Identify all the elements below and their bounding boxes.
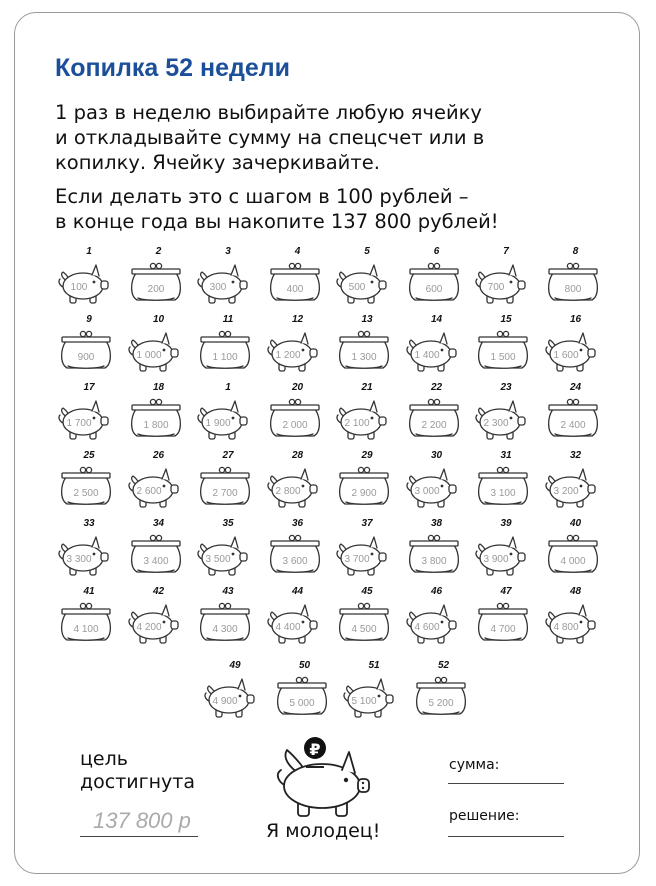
week-number: 43 [222,586,234,597]
cell-amount: 2 600 [135,486,162,497]
cell-amount: 4 000 [559,556,586,567]
week-number: 49 [229,660,241,671]
week-number: 50 [298,660,311,671]
week-number: 45 [361,586,373,597]
piggy-bank-icon [56,260,120,308]
week-number: 27 [222,450,234,461]
cell-amount: 2 200 [420,420,447,431]
week-number: 12 [291,314,304,325]
cell-amount: 1 200 [274,350,301,361]
piggy-bank-icon [334,260,398,308]
purse-icon [195,328,259,376]
goal-underline [80,836,198,837]
week-number: 24 [569,382,582,393]
piggy-bank-icon [195,532,259,580]
ruble-symbol: ₽ [309,740,321,759]
week-number: 13 [361,314,373,325]
week-number: 7 [503,246,509,257]
purse-icon [334,464,398,512]
piggy-bank-icon [56,532,120,580]
purse-icon [334,328,398,376]
week-number: 5 [364,246,370,257]
week-number: 46 [430,586,443,597]
cell-amount: 3 300 [66,554,92,565]
cell-amount: 1 500 [490,352,516,363]
purse-icon [126,396,190,444]
cell-amount: 2 100 [344,418,370,429]
cell-amount: 1 000 [135,350,162,361]
cell-amount: 2 300 [483,418,509,429]
cell-amount: 2 500 [73,488,99,499]
purse-icon [56,464,120,512]
cell-amount: 4 100 [73,624,99,635]
week-number: 34 [152,518,165,529]
purse-icon [404,260,468,308]
week-number: 11 [222,314,234,325]
cell-amount: 3 800 [420,556,447,567]
cell-amount: 1 400 [413,350,440,361]
cell-amount: 1 800 [142,420,169,431]
purse-icon [404,532,468,580]
cell-amount: 1 100 [212,352,238,363]
cell-amount: 2 700 [212,488,238,499]
purse-icon [543,260,607,308]
week-number: 16 [569,314,582,325]
cell-amount: 2 900 [351,488,377,499]
purse-icon [56,600,120,648]
cell-amount: 3 700 [344,554,370,565]
cell-amount: 4 300 [212,624,238,635]
purse-icon [195,464,259,512]
intro-text [55,100,484,175]
week-number: 52 [437,660,450,671]
piggy-bank-icon [543,328,607,376]
piggy-bank-icon [404,328,468,376]
week-number: 21 [361,382,373,393]
week-number: 40 [569,518,582,529]
week-number: 23 [500,382,512,393]
cell-amount: 4 800 [552,622,579,633]
rule-line-2: в конце года вы накопите 137 800 рублей! [55,210,499,233]
purse-icon [334,600,398,648]
piggy-bank-icon [473,396,537,444]
cell-amount: 800 [564,284,581,295]
week-number: 14 [430,314,443,325]
cell-amount: 4 400 [274,622,301,633]
piggy-bank-icon [543,600,607,648]
cell-amount: 700 [487,282,505,293]
piggy-bank-icon [126,328,190,376]
piggy-bank-coin-icon [272,728,382,824]
intro-line-2: и откладывайте сумму на спецсчет или в [55,126,485,149]
piggy-bank-icon [543,464,607,512]
purse-icon [473,464,537,512]
cell-amount: 3 500 [205,554,231,565]
week-number: 1 [86,246,92,257]
savings-grid [44,246,604,716]
piggy-bank-icon [404,464,468,512]
cell-amount: 600 [425,284,442,295]
purse-icon [272,674,336,722]
decision-field-line[interactable] [448,836,564,837]
week-number: 29 [361,450,373,461]
page-title: Копилка 52 недели [55,54,291,82]
piggy-bank-icon [265,600,329,648]
purse-icon [543,396,607,444]
savings-cell[interactable] [531,246,621,312]
cell-amount: 500 [348,282,366,293]
intro-line-1: 1 раз в неделю выбирайте любую ячейку [55,101,482,124]
purse-icon [265,396,329,444]
goal-amount: 137 800 р [93,808,191,833]
cell-amount: 400 [286,284,303,295]
rule-line-1: Если делать это с шагом в 100 рублей – [55,185,469,208]
piggy-bank-icon [334,396,398,444]
piggy-bank-icon [195,260,259,308]
piggy-bank-icon [265,328,329,376]
cell-amount: 300 [209,282,227,293]
sum-field-line[interactable] [448,783,564,784]
purse-icon [404,396,468,444]
cell-amount: 5 100 [351,696,377,707]
week-number: 20 [291,382,304,393]
goal-text [80,748,195,794]
cell-amount: 4 700 [490,624,516,635]
piggy-bank-icon [341,674,405,722]
cell-amount: 200 [147,284,164,295]
week-number: 33 [83,518,95,529]
savings-cell[interactable] [531,518,621,584]
goal-line-2: достигнута [80,771,195,793]
cell-amount: 1 600 [552,350,579,361]
week-number: 17 [83,382,95,393]
week-number: 18 [152,382,165,393]
cell-amount: 3 100 [490,488,516,499]
purse-icon [473,600,537,648]
week-number: 25 [83,450,95,461]
cell-amount: 4 200 [135,622,162,633]
savings-cell[interactable] [399,660,489,726]
week-number: 42 [152,586,165,597]
decision-label: решение: [449,808,520,824]
piggy-bank-icon [202,674,266,722]
cell-amount: 900 [77,352,95,363]
week-number: 28 [291,450,304,461]
purse-icon [126,260,190,308]
goal-line-1: цель [80,748,128,770]
cell-amount: 5 200 [427,698,454,709]
cell-amount: 3 000 [413,486,440,497]
week-number: 8 [572,246,579,257]
sum-label: сумма: [449,757,500,773]
week-number: 41 [83,586,95,597]
cell-amount: 2 400 [559,420,586,431]
week-number: 3 [225,246,231,257]
week-number: 47 [500,586,512,597]
savings-cell[interactable] [531,382,621,448]
week-number: 36 [291,518,304,529]
week-number: 39 [500,518,512,529]
cell-amount: 4 900 [212,696,238,707]
piggy-bank-icon [404,600,468,648]
cell-amount: 100 [70,282,88,293]
purse-icon [411,674,475,722]
week-number: 31 [500,450,512,461]
cell-amount: 1 700 [66,418,92,429]
piggy-bank-icon [265,464,329,512]
week-number: 32 [569,450,582,461]
week-number: 51 [368,660,380,671]
cell-amount: 4 600 [413,622,440,633]
cell-amount: 3 600 [281,556,308,567]
piggy-bank-icon [334,532,398,580]
purse-icon [56,328,120,376]
bravo-text: Я молодец! [266,820,381,842]
week-number: 48 [569,586,582,597]
week-number: 22 [430,382,443,393]
week-number: 15 [500,314,512,325]
piggy-bank-icon [195,396,259,444]
week-number: 26 [152,450,165,461]
savings-cell[interactable] [531,314,621,380]
week-number: 10 [152,314,165,325]
week-number: 4 [294,246,301,257]
week-number: 30 [430,450,443,461]
cell-amount: 2 000 [281,420,308,431]
cell-amount: 3 900 [483,554,509,565]
week-number: 44 [291,586,304,597]
savings-cell[interactable] [531,586,621,652]
purse-icon [473,328,537,376]
piggy-bank-icon [473,532,537,580]
week-number: 1 [225,382,231,393]
piggy-bank-icon [473,260,537,308]
cell-amount: 3 400 [142,556,169,567]
week-number: 37 [361,518,373,529]
cell-amount: 2 800 [274,486,301,497]
piggy-bank-icon [126,600,190,648]
piggy-bank-icon [56,396,120,444]
rule-text [55,184,499,234]
piggy-bank-icon [126,464,190,512]
week-number: 6 [433,246,440,257]
week-number: 35 [222,518,234,529]
week-number: 2 [155,246,162,257]
purse-icon [265,532,329,580]
week-number: 38 [430,518,443,529]
purse-icon [195,600,259,648]
cell-amount: 1 900 [205,418,231,429]
purse-icon [126,532,190,580]
purse-icon [543,532,607,580]
cell-amount: 3 200 [552,486,579,497]
cell-amount: 1 300 [351,352,377,363]
intro-line-3: копилку. Ячейку зачеркивайте. [55,151,380,174]
purse-icon [265,260,329,308]
cell-amount: 4 500 [351,624,377,635]
savings-cell[interactable] [531,450,621,516]
week-number: 9 [86,314,92,325]
cell-amount: 5 000 [288,698,315,709]
